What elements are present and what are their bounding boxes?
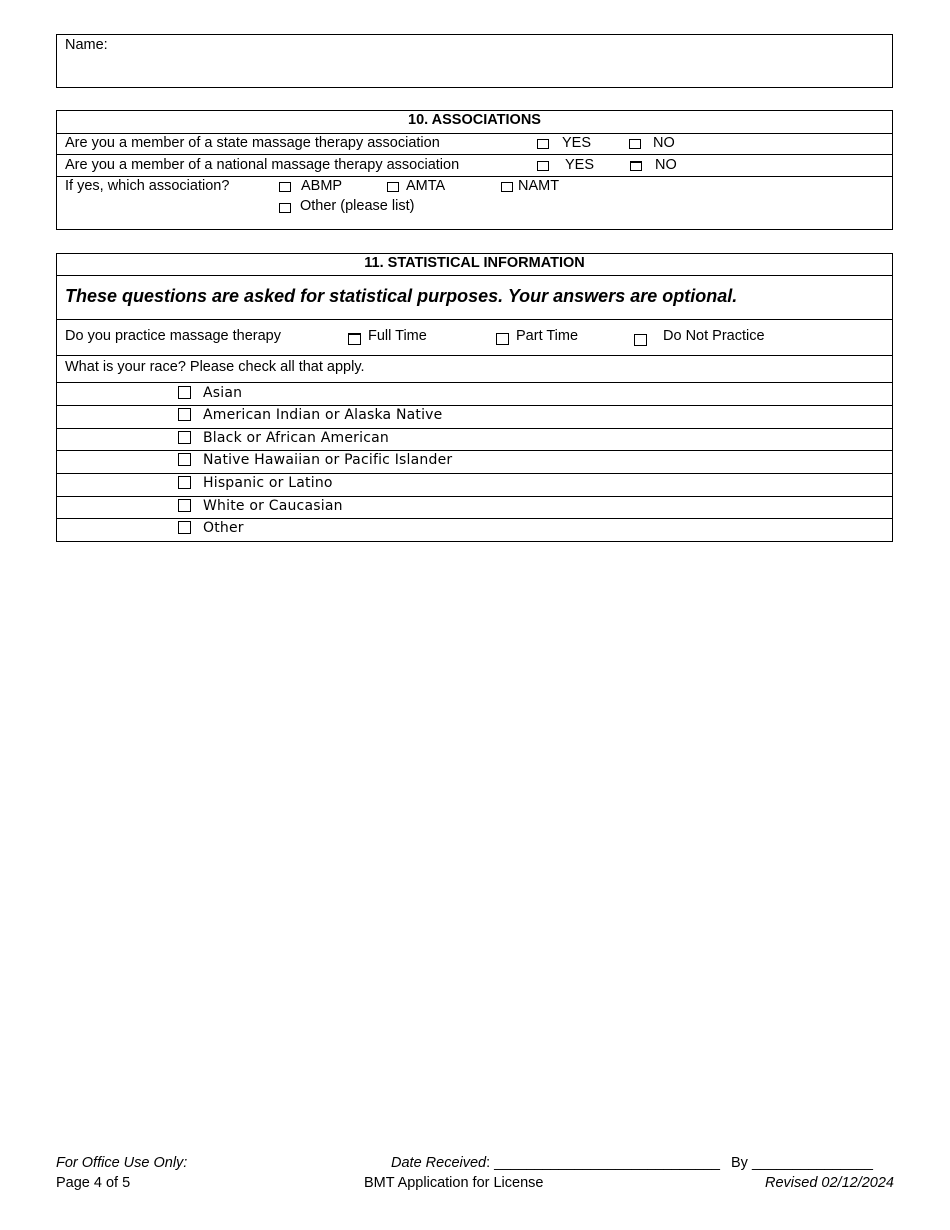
date-received (391, 1155, 720, 1171)
by-field: By _______________ (731, 1155, 873, 1171)
abmp-label: ABMP (301, 178, 343, 194)
race-row (57, 428, 892, 446)
which-association-row (57, 176, 892, 214)
national-no-label: NO (655, 157, 677, 173)
date-received-line: : ____________________________ (486, 1155, 720, 1171)
national-association-row (57, 154, 892, 173)
namt-label: NAMT (518, 178, 560, 194)
race-hispanic-label: Hispanic or Latino (203, 475, 333, 491)
amta-checkbox[interactable] (387, 182, 399, 192)
other-association-label: Other (please list) (300, 198, 415, 214)
race-hawaiian-checkbox[interactable] (178, 453, 191, 466)
state-association-question: Are you a member of a state massage therapy association (65, 135, 440, 151)
race-asian-checkbox[interactable] (178, 386, 191, 399)
race-row (57, 518, 892, 536)
page-number: Page 4 of 5 (56, 1175, 131, 1191)
race-row (57, 450, 892, 468)
full-time-checkbox[interactable] (348, 333, 361, 345)
race-row (57, 382, 892, 401)
race-black-checkbox[interactable] (178, 431, 191, 444)
part-time-label: Part Time (516, 328, 579, 344)
race-hawaiian-label: Native Hawaiian or Pacific Islander (203, 452, 453, 468)
abmp-checkbox[interactable] (279, 182, 291, 192)
amta-label: AMTA (406, 178, 446, 194)
state-yes-checkbox[interactable] (537, 139, 549, 149)
race-question: What is your race? Please check all that apply. (65, 359, 365, 375)
national-no-checkbox[interactable] (630, 161, 642, 171)
associations-heading: 10. ASSOCIATIONS (408, 112, 541, 128)
part-time-checkbox[interactable] (496, 333, 509, 345)
national-yes-label: YES (565, 157, 595, 173)
practice-row (57, 319, 892, 344)
race-row (57, 405, 892, 423)
race-black-label: Black or African American (203, 430, 389, 446)
statistical-heading: 11. STATISTICAL INFORMATION (364, 255, 585, 271)
race-hispanic-checkbox[interactable] (178, 476, 191, 489)
office-use-label: For Office Use Only: (56, 1155, 188, 1171)
other-association-checkbox[interactable] (279, 203, 291, 213)
state-yes-label: YES (562, 135, 592, 151)
name-label: Name: (65, 37, 108, 53)
form-title: BMT Application for License (364, 1175, 544, 1191)
associations-section (56, 110, 893, 230)
practice-question: Do you practice massage therapy (65, 328, 281, 344)
state-no-checkbox[interactable] (629, 139, 641, 149)
race-question-row (57, 355, 892, 375)
race-row (57, 496, 892, 514)
do-not-practice-checkbox[interactable] (634, 334, 647, 346)
race-american-indian-label: American Indian or Alaska Native (203, 407, 443, 423)
race-row (57, 473, 892, 491)
state-no-label: NO (653, 135, 675, 151)
statistical-section (56, 253, 893, 542)
notice-row (57, 275, 892, 306)
state-association-row (57, 133, 892, 151)
race-white-checkbox[interactable] (178, 499, 191, 512)
race-white-label: White or Caucasian (203, 498, 343, 514)
race-asian-label: Asian (203, 385, 243, 401)
which-association-label: If yes, which association? (65, 178, 230, 194)
national-yes-checkbox[interactable] (537, 161, 549, 171)
full-time-label: Full Time (368, 328, 427, 344)
national-association-question: Are you a member of a national massage therapy association (65, 157, 460, 173)
name-field-box[interactable] (56, 34, 893, 88)
revised-date: Revised 02/12/2024 (765, 1175, 894, 1191)
race-american-indian-checkbox[interactable] (178, 408, 191, 421)
race-other-checkbox[interactable] (178, 521, 191, 534)
statistical-notice: These questions are asked for statistical purposes. Your answers are optional. (65, 286, 738, 306)
do-not-practice-label: Do Not Practice (663, 328, 765, 344)
date-received-label: Date Received (391, 1155, 487, 1171)
namt-checkbox[interactable] (501, 182, 513, 192)
race-other-label: Other (203, 520, 244, 536)
